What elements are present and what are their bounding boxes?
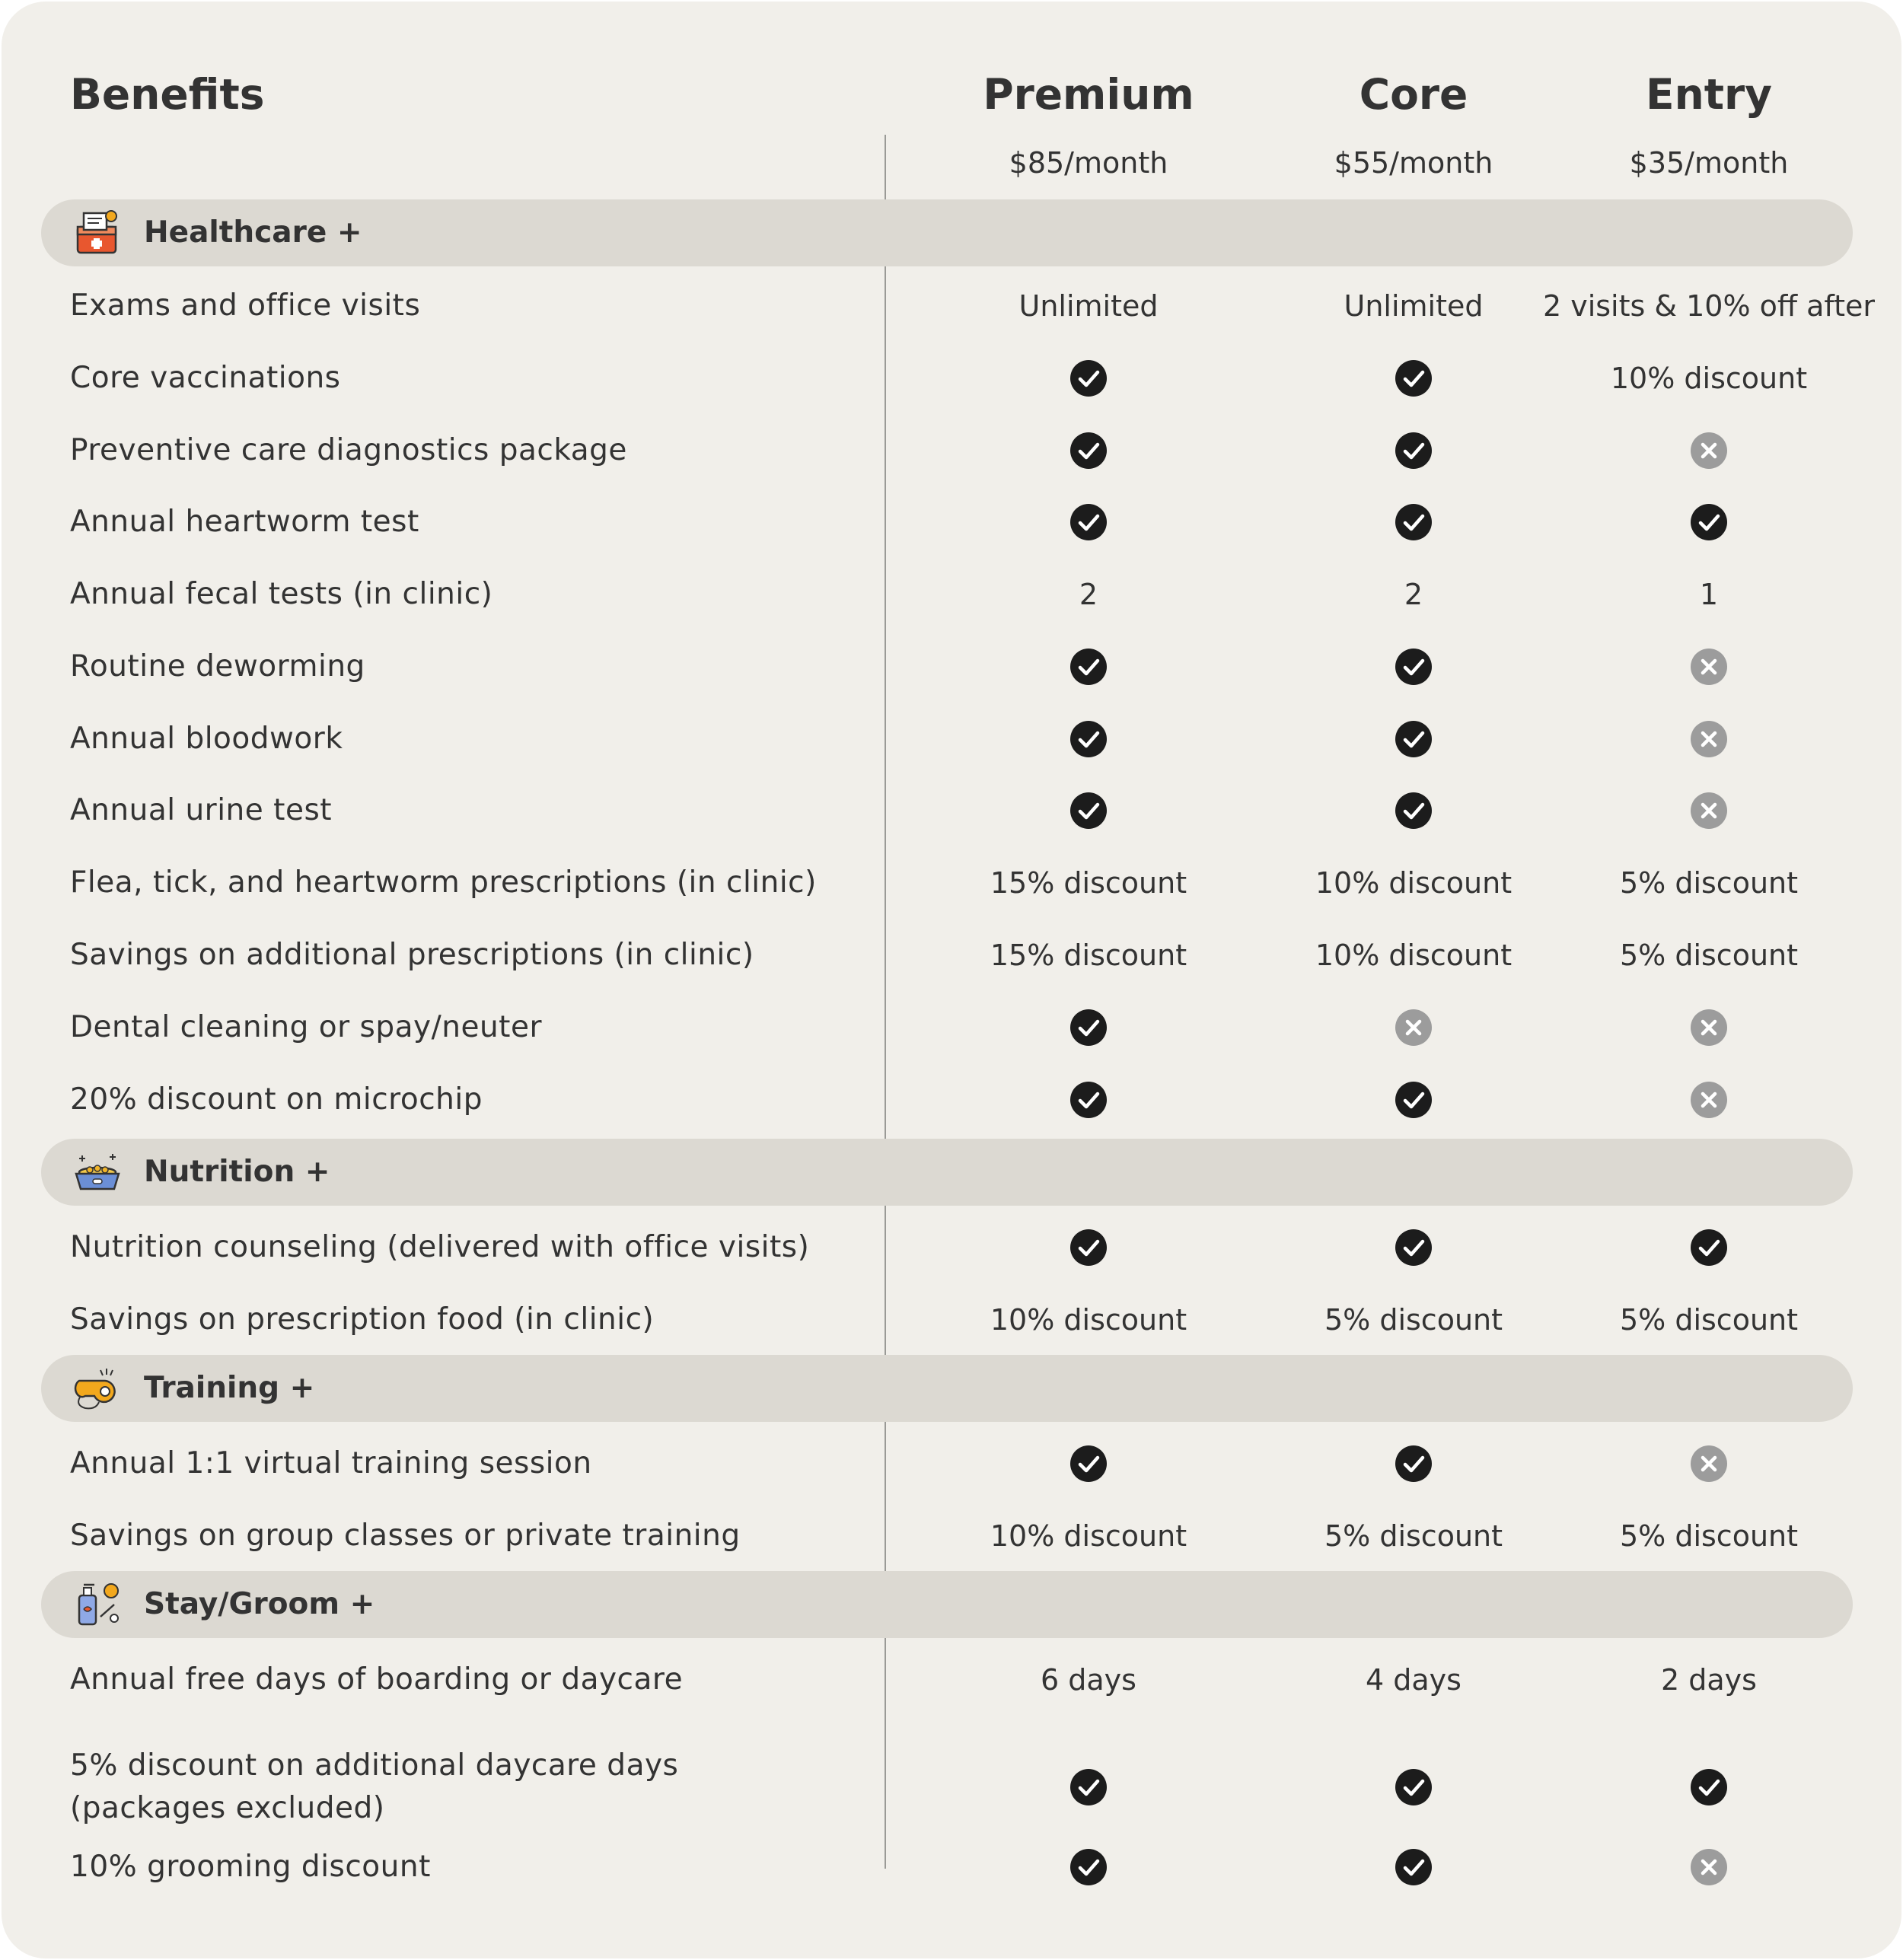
cell-value-entry: 5% discount [1619,1519,1799,1553]
table-row [2,342,1901,414]
benefit-label: Preventive care diagnostics package [70,433,627,467]
check-icon [1549,1211,1869,1283]
first-aid-kit-icon [72,207,123,259]
check-icon [929,1831,1248,1903]
table-row [2,1831,1901,1903]
check-icon [929,1734,1248,1840]
cross-icon [1549,414,1869,486]
benefits-heading: Benefits [70,70,265,119]
cell-value-core: 10% discount [1315,938,1513,972]
section-header-stay-groom[interactable] [41,1571,1853,1638]
benefit-label: Savings on group classes or private training [70,1519,741,1553]
table-row [2,1427,1901,1499]
check-icon [929,1063,1248,1136]
cell-value-core: 4 days [1366,1662,1462,1697]
check-icon [1254,342,1573,414]
table-row [2,1063,1901,1136]
cell-value-entry: 2 visits & 10% off after [1542,288,1876,323]
benefit-label: Savings on additional prescriptions (in clinic) [70,938,754,972]
table-row [2,1734,1901,1840]
benefit-label: Annual heartworm test [70,505,419,539]
cell-value-entry: 2 days [1661,1662,1757,1697]
check-icon [929,1211,1248,1283]
check-icon [929,1427,1248,1499]
cross-icon [1549,1831,1869,1903]
cell-value-core: 10% discount [1315,865,1513,900]
check-icon [1254,630,1573,703]
check-icon [929,774,1248,846]
benefit-label: 20% discount on microchip [70,1082,483,1117]
cell-value-premium: 2 [1079,577,1098,611]
benefit-label: Flea, tick, and heartworm prescriptions (in clinic) [70,865,817,900]
benefit-label: Routine deworming [70,649,365,684]
plan-price-premium: $85/month [1009,146,1168,180]
table-row [2,1283,1901,1356]
benefit-label: 5% discount on additional daycare days (packages excluded) [70,1748,679,1825]
table-row [2,630,1901,703]
food-bowl-icon [72,1146,123,1198]
section-header-nutrition[interactable] [41,1139,1853,1206]
cell-value-core: 5% discount [1324,1519,1503,1553]
cell-value-premium: 6 days [1041,1662,1136,1697]
table-row [2,991,1901,1063]
cross-icon [1549,630,1869,703]
table-row [2,846,1901,919]
table-row [2,558,1901,630]
cross-icon [1549,774,1869,846]
benefit-label: Annual urine test [70,793,333,827]
check-icon [1254,1427,1573,1499]
check-icon [929,703,1248,775]
section-header-healthcare[interactable] [41,199,1853,266]
table-row [2,1499,1901,1572]
benefit-label: Annual bloodwork [70,722,343,756]
table-row [2,269,1901,342]
cell-value-premium: Unlimited [1018,288,1159,323]
section-header-training[interactable] [41,1355,1853,1422]
cell-value-core: 2 [1404,577,1423,611]
plan-name-core: Core [1359,70,1468,119]
check-icon [1549,486,1869,558]
whistle-icon [72,1362,123,1414]
check-icon [1254,1734,1573,1840]
table-row [2,486,1901,558]
cell-value-premium: 15% discount [990,938,1187,972]
plan-price-entry: $35/month [1629,146,1789,180]
plan-name-entry: Entry [1646,70,1772,119]
cell-value-core: 5% discount [1324,1302,1503,1337]
plan-comparison-card [2,2,1901,1958]
cross-icon [1549,1427,1869,1499]
section-label: Training + [144,1371,315,1405]
cell-value-entry: 5% discount [1619,938,1799,972]
benefit-label: Annual 1:1 virtual training session [70,1446,592,1480]
cell-value-premium: 10% discount [990,1519,1187,1553]
cell-value-entry: 5% discount [1619,865,1799,900]
grooming-bottle-icon [72,1579,123,1630]
benefit-label: 10% grooming discount [70,1850,431,1884]
table-row [2,1643,1901,1716]
cross-icon [1549,703,1869,775]
benefit-label: Dental cleaning or spay/neuter [70,1010,542,1044]
check-icon [929,414,1248,486]
check-icon [929,630,1248,703]
check-icon [1254,1211,1573,1283]
benefit-label: Core vaccinations [70,361,341,395]
benefit-label: Nutrition counseling (delivered with office visits) [70,1230,810,1264]
check-icon [1254,414,1573,486]
check-icon [1254,1831,1573,1903]
table-row [2,1211,1901,1283]
table-row [2,919,1901,991]
cross-icon [1549,1063,1869,1136]
cell-value-core: Unlimited [1344,288,1484,323]
check-icon [1254,1063,1573,1136]
cross-icon [1254,991,1573,1063]
section-label: Healthcare + [144,215,362,250]
cell-value-premium: 10% discount [990,1302,1187,1337]
check-icon [1254,703,1573,775]
cross-icon [1549,991,1869,1063]
check-icon [1549,1734,1869,1840]
cell-value-entry: 5% discount [1619,1302,1799,1337]
table-row [2,414,1901,486]
check-icon [929,342,1248,414]
check-icon [1254,774,1573,846]
benefit-label: Annual free days of boarding or daycare [70,1662,684,1697]
check-icon [929,991,1248,1063]
section-label: Stay/Groom + [144,1587,375,1621]
cell-value-entry: 10% discount [1610,361,1808,395]
cell-value-entry: 1 [1699,577,1719,611]
cell-value-premium: 15% discount [990,865,1187,900]
table-row [2,774,1901,846]
check-icon [1254,486,1573,558]
plan-price-core: $55/month [1334,146,1493,180]
section-label: Nutrition + [144,1155,330,1189]
table-row [2,703,1901,775]
plan-name-premium: Premium [983,70,1194,119]
benefit-label: Exams and office visits [70,288,421,323]
benefit-label: Savings on prescription food (in clinic) [70,1302,655,1337]
check-icon [929,486,1248,558]
benefit-label: Annual fecal tests (in clinic) [70,577,493,611]
